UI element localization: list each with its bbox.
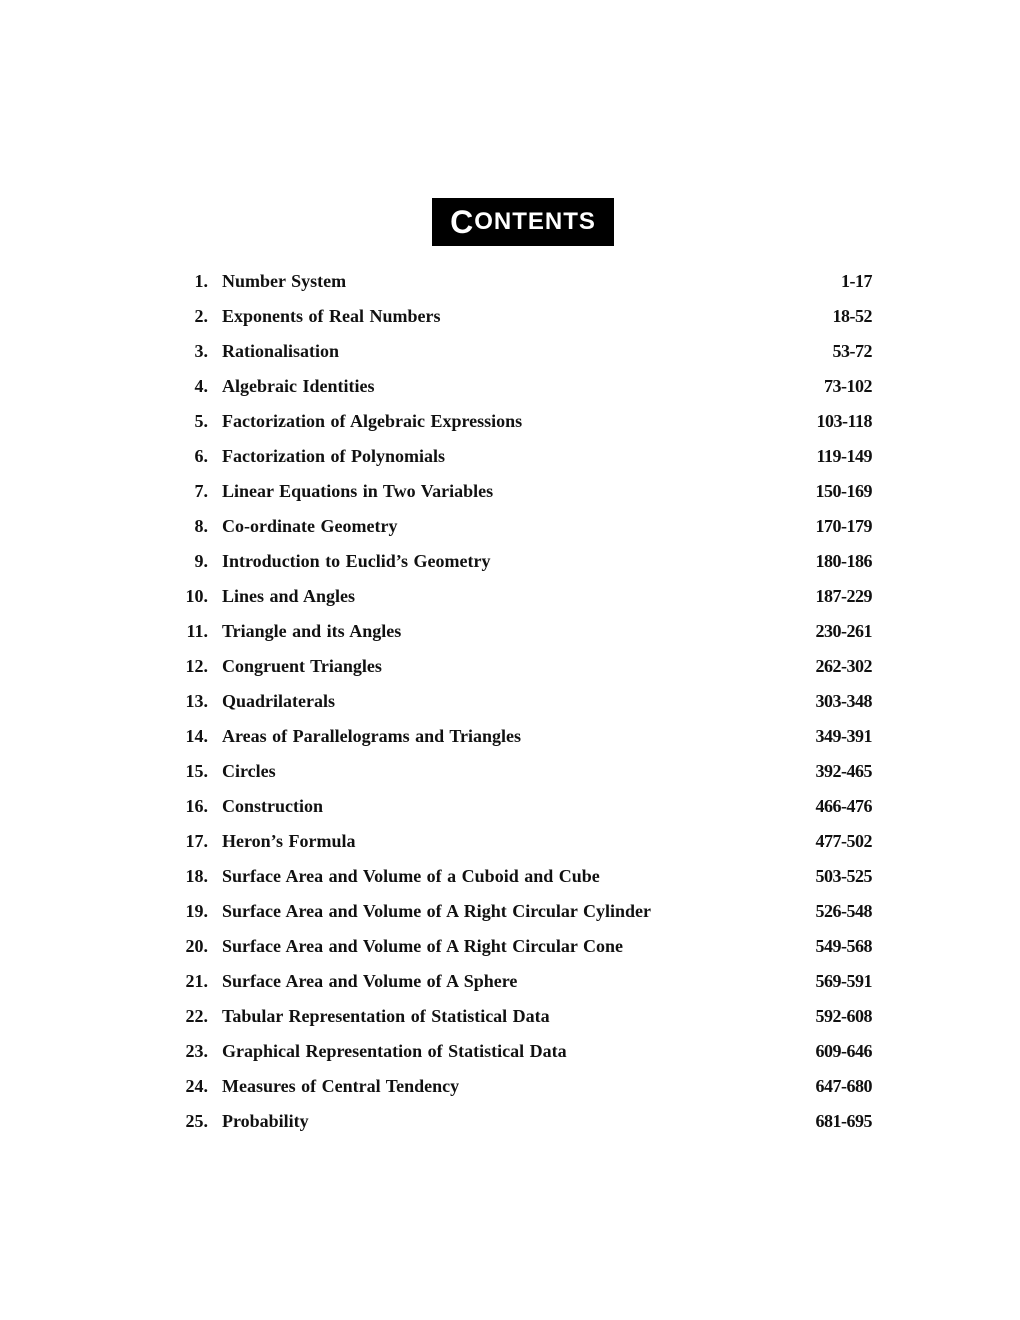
chapter-number: 21.	[185, 971, 208, 991]
page-range: 549-568	[815, 936, 872, 956]
toc-entry	[170, 441, 872, 476]
toc-entry	[170, 546, 872, 581]
chapter-number: 19.	[185, 901, 208, 921]
toc-entry	[170, 1071, 872, 1106]
chapter-number: 11.	[186, 621, 208, 641]
chapter-number: 1.	[194, 271, 208, 291]
chapter-number: 9.	[194, 551, 208, 571]
chapter-number: 7.	[194, 481, 208, 501]
toc-entry	[170, 1001, 872, 1036]
chapter-number: 4.	[194, 376, 208, 396]
chapter-title: Factorization of Polynomials	[222, 446, 445, 466]
chapter-title: Exponents of Real Numbers	[222, 306, 441, 326]
page-range: 230-261	[815, 621, 872, 641]
chapter-title: Probability	[222, 1111, 309, 1131]
page-range: 103-118	[816, 411, 872, 431]
chapter-title: Surface Area and Volume of A Right Circular Cylinder	[222, 901, 652, 921]
chapter-number: 25.	[185, 1111, 208, 1131]
page-range: 503-525	[815, 866, 872, 886]
toc-entry	[170, 966, 872, 1001]
chapter-title: Circles	[222, 761, 276, 781]
heading-rest: ONTENTS	[474, 208, 596, 235]
toc-entry	[170, 931, 872, 966]
page-range: 349-391	[815, 726, 872, 746]
chapter-title: Algebraic Identities	[222, 376, 375, 396]
chapter-title: Areas of Parallelograms and Triangles	[222, 726, 521, 746]
page-range: 477-502	[815, 831, 872, 851]
chapter-number: 3.	[194, 341, 208, 361]
toc-entry	[170, 791, 872, 826]
page-range: 303-348	[815, 691, 872, 711]
toc-entry	[170, 371, 872, 406]
chapter-title: Factorization of Algebraic Expressions	[222, 411, 523, 431]
page-range: 569-591	[815, 971, 872, 991]
page-range: 592-608	[815, 1006, 872, 1026]
chapter-number: 22.	[185, 1006, 208, 1026]
chapter-title: Quadrilaterals	[222, 691, 335, 711]
chapter-number: 13.	[185, 691, 208, 711]
page-range: 170-179	[815, 516, 872, 536]
toc-entry	[170, 511, 872, 546]
chapter-title: Surface Area and Volume of A Right Circular Cone	[222, 936, 624, 956]
page-range: 187-229	[815, 586, 872, 606]
toc-entry	[170, 721, 872, 756]
chapter-title: Linear Equations in Two Variables	[222, 481, 494, 501]
page-range: 1-17	[841, 271, 872, 291]
chapter-number: 12.	[185, 656, 208, 676]
page-range: 53-72	[832, 341, 872, 361]
chapter-number: 24.	[185, 1076, 208, 1096]
chapter-number: 15.	[185, 761, 208, 781]
chapter-number: 17.	[185, 831, 208, 851]
toc-entry	[170, 861, 872, 896]
chapter-number: 5.	[194, 411, 208, 431]
toc-entry	[170, 581, 872, 616]
chapter-title: Measures of Central Tendency	[222, 1076, 460, 1096]
page-range: 609-646	[815, 1041, 872, 1061]
chapter-title: Congruent Triangles	[222, 656, 382, 676]
chapter-title: Introduction to Euclid’s Geometry	[222, 551, 491, 571]
table-of-contents	[170, 266, 872, 1141]
chapter-number: 23.	[185, 1041, 208, 1061]
chapter-number: 2.	[194, 306, 208, 326]
chapter-title: Surface Area and Volume of a Cuboid and Cube	[222, 866, 600, 886]
chapter-number: 18.	[185, 866, 208, 886]
heading-initial: C	[450, 204, 475, 240]
toc-entry	[170, 406, 872, 441]
page-range: 262-302	[815, 656, 872, 676]
toc-entry	[170, 756, 872, 791]
chapter-title: Graphical Representation of Statistical Data	[222, 1041, 567, 1061]
toc-entry	[170, 476, 872, 511]
toc-entry	[170, 651, 872, 686]
toc-entry	[170, 826, 872, 861]
chapter-title: Construction	[222, 796, 324, 816]
page-range: 526-548	[815, 901, 872, 921]
toc-entry	[170, 1036, 872, 1071]
chapter-title: Co-ordinate Geometry	[222, 516, 398, 536]
toc-entry	[170, 616, 872, 651]
page-range: 119-149	[816, 446, 872, 466]
page-range: 18-52	[832, 306, 872, 326]
toc-entry	[170, 1106, 872, 1141]
chapter-title: Tabular Representation of Statistical Data	[222, 1006, 550, 1026]
page-range: 150-169	[815, 481, 872, 501]
chapter-title: Rationalisation	[222, 341, 340, 361]
page-range: 392-465	[815, 761, 872, 781]
chapter-title: Lines and Angles	[222, 586, 356, 606]
toc-entry	[170, 301, 872, 336]
toc-entry	[170, 266, 872, 301]
page-range: 466-476	[815, 796, 872, 816]
toc-entry	[170, 896, 872, 931]
chapter-number: 20.	[185, 936, 208, 956]
page-range: 647-680	[815, 1076, 872, 1096]
chapter-number: 6.	[194, 446, 208, 466]
chapter-number: 14.	[185, 726, 208, 746]
page-range: 180-186	[815, 551, 872, 571]
page-range: 681-695	[815, 1111, 872, 1131]
chapter-title: Triangle and its Angles	[222, 621, 402, 641]
contents-heading	[432, 198, 614, 246]
chapter-number: 8.	[194, 516, 208, 536]
toc-entry	[170, 686, 872, 721]
page-range: 73-102	[824, 376, 872, 396]
chapter-title: Heron’s Formula	[222, 831, 356, 851]
chapter-title: Surface Area and Volume of A Sphere	[222, 971, 518, 991]
chapter-number: 10.	[185, 586, 208, 606]
chapter-number: 16.	[185, 796, 208, 816]
chapter-title: Number System	[222, 271, 347, 291]
toc-entry	[170, 336, 872, 371]
